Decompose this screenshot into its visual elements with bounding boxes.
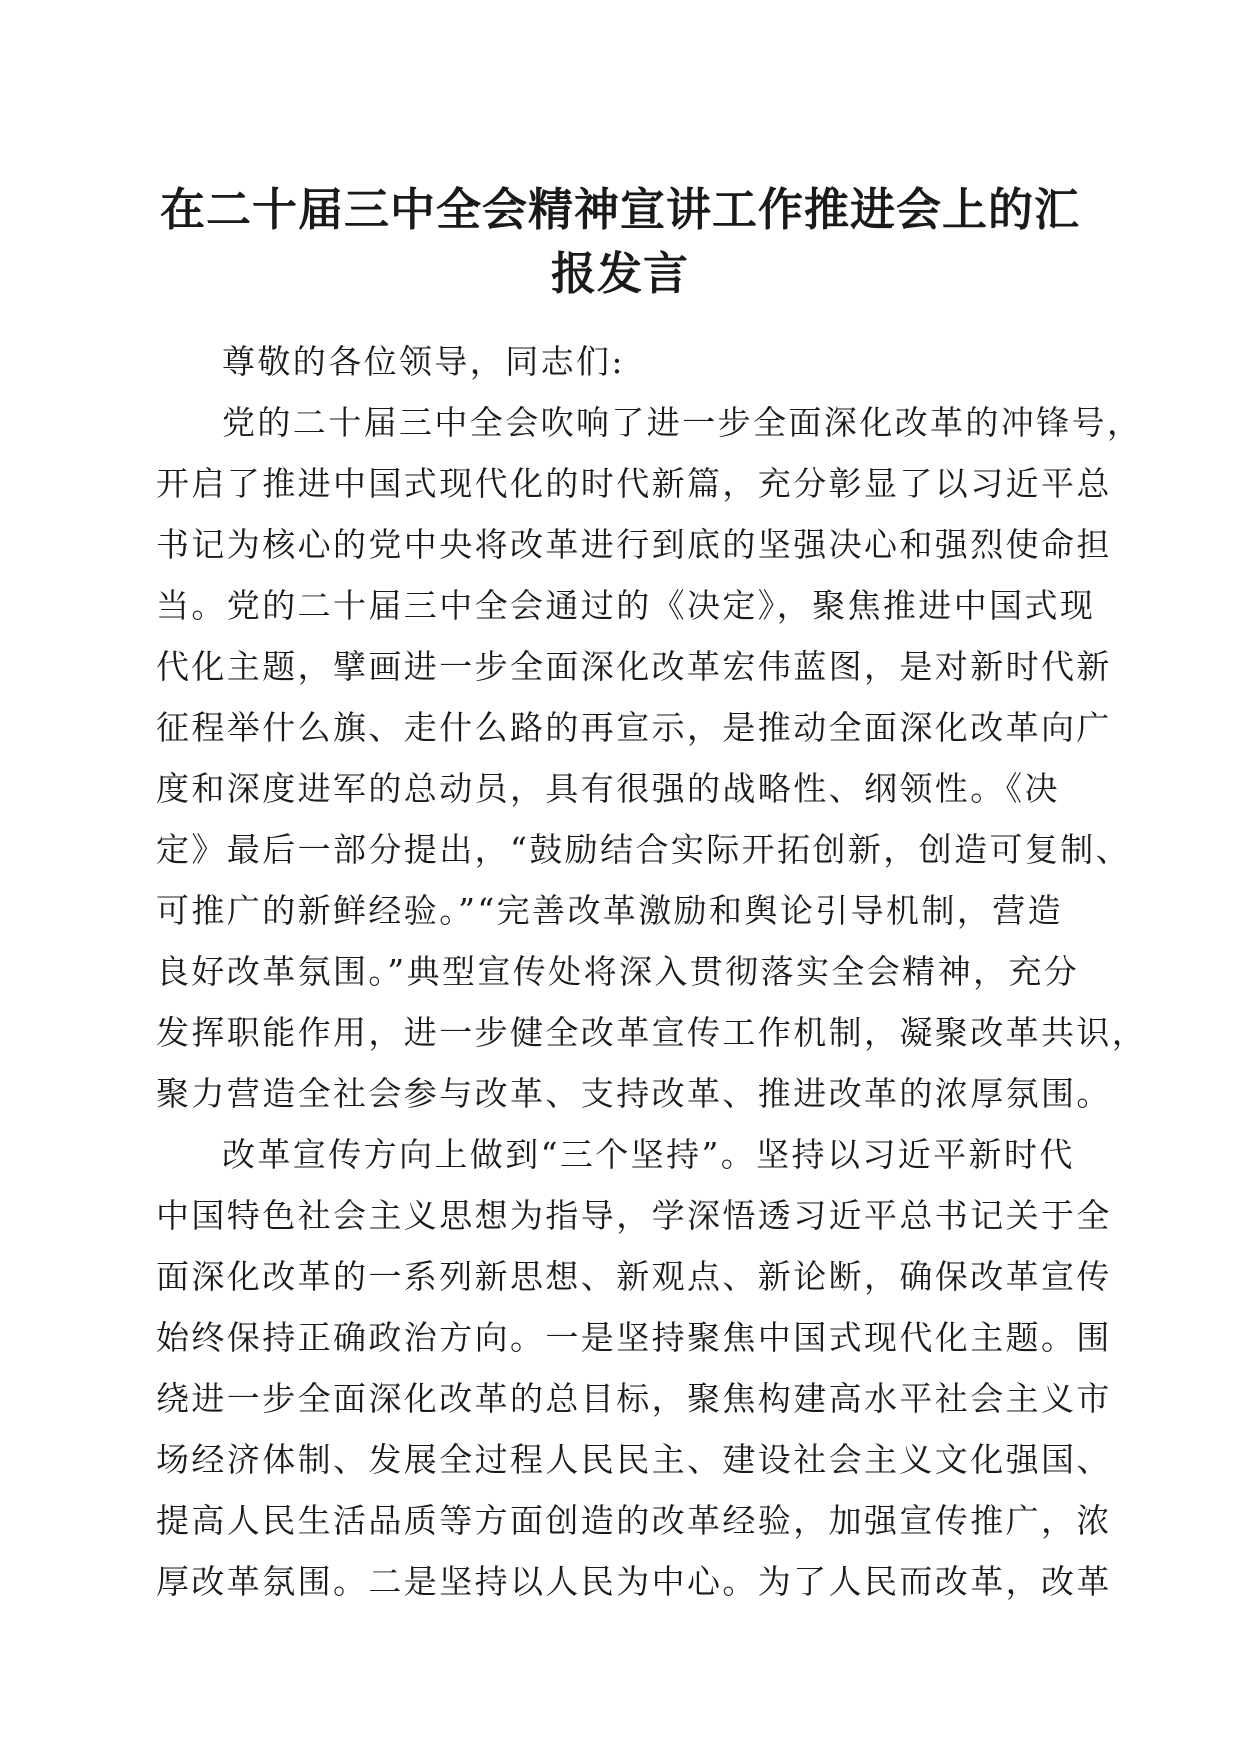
paragraph-line: 发挥职能作用，进一步健全改革宣传工作机制，凝聚改革共识， [156, 1013, 1148, 1052]
paragraph-line: 度和深度进军的总动员，具有很强的战略性、纲领性。《决 [156, 769, 1060, 808]
title-line: 报发言 [550, 247, 689, 300]
paragraph-line: 开启了推进中国式现代化的时代新篇，充分彰显了以习近平总 [156, 464, 1112, 503]
paragraph-line: 书记为核心的党中央将改革进行到底的坚强决心和强烈使命担 [156, 525, 1112, 564]
document-body [156, 331, 1148, 1612]
paragraph-line: 提高人民生活品质等方面创造的改革经验，加强宣传推广，浓 [156, 1501, 1112, 1540]
paragraph-line: 可推广的新鲜经验。”“完善改革激励和舆论引导机制，营造 [156, 891, 1064, 930]
document-title [150, 178, 1090, 306]
paragraph-line: 代化主题，擘画进一步全面深化改革宏伟蓝图，是对新时代新 [156, 647, 1112, 686]
paragraph-line: 聚力营造全社会参与改革、支持改革、推进改革的浓厚氛围。 [156, 1074, 1112, 1113]
salutation: 尊敬的各位领导，同志们: [222, 342, 625, 381]
paragraph-line: 改革宣传方向上做到“三个坚持”。坚持以习近平新时代 [222, 1135, 1075, 1174]
paragraph-line: 场经济体制、发展全过程人民民主、建设社会主义文化强国、 [156, 1440, 1112, 1479]
paragraph-line: 定》最后一部分提出，“鼓励结合实际开拓创新，创造可复制、 [156, 830, 1132, 869]
paragraph-1 [156, 392, 1148, 1124]
paragraph-line: 厚改革氛围。二是坚持以人民为中心。为了人民而改革，改革 [156, 1562, 1112, 1601]
paragraph-line: 征程举什么旗、走什么路的再宣示，是推动全面深化改革向广 [156, 708, 1112, 747]
paragraph-line: 始终保持正确政治方向。一是坚持聚焦中国式现代化主题。围 [156, 1318, 1112, 1357]
title-line: 在二十届三中全会精神宣讲工作推进会上的汇 [159, 183, 1080, 236]
paragraph-2 [156, 1124, 1112, 1612]
paragraph-line: 党的二十届三中全会吹响了进一步全面深化改革的冲锋号， [222, 403, 1143, 442]
paragraph-line: 良好改革氛围。”典型宣传处将深入贯彻落实全会精神，充分 [156, 952, 1080, 991]
paragraph-line: 当。党的二十届三中全会通过的《决定》，聚焦推进中国式现 [156, 586, 1096, 625]
paragraph-line: 面深化改革的一系列新思想、新观点、新论断，确保改革宣传 [156, 1257, 1112, 1296]
paragraph-line: 中国特色社会主义思想为指导，学深悟透习近平总书记关于全 [156, 1196, 1112, 1235]
paragraph-line: 绕进一步全面深化改革的总目标，聚焦构建高水平社会主义市 [156, 1379, 1112, 1418]
